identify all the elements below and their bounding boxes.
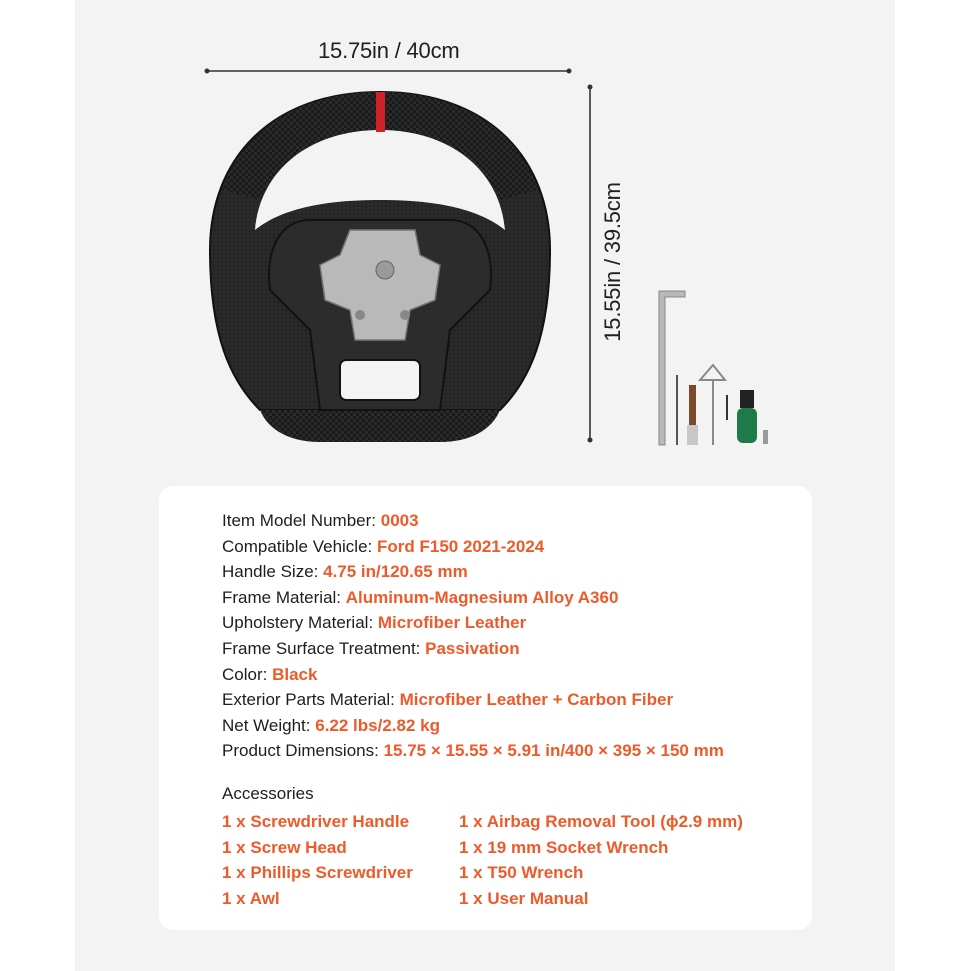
spec-frame-surface-treatment: Frame Surface Treatment: Passivation — [222, 638, 520, 658]
accessories-title: Accessories — [222, 784, 314, 803]
spec-product-dimensions: Product Dimensions: 15.75 × 15.55 × 5.91 in/400 × 395 × 150 mm — [222, 741, 724, 761]
spec-net-weight: Net Weight: 6.22 lbs/2.82 kg — [222, 715, 440, 735]
accessory-item: 1 x Awl — [222, 888, 280, 908]
accessory-item: 1 x 19 mm Socket Wrench — [459, 837, 669, 857]
accessories-right-column — [459, 809, 743, 911]
spec-list — [222, 508, 724, 764]
spec-item-model-number: Item Model Number: 0003 — [222, 511, 419, 530]
accessories-left-column — [222, 809, 413, 911]
steering-wheel-image — [200, 80, 560, 450]
spec-color: Color: Black — [222, 664, 318, 684]
spec-compatible-vehicle: Compatible Vehicle: Ford F150 2021-2024 — [222, 536, 545, 556]
specification-card — [159, 486, 812, 930]
spec-upholstery-material: Upholstery Material: Microfiber Leather — [222, 613, 527, 633]
accessory-item: 1 x Phillips Screwdriver — [222, 863, 413, 883]
accessory-item: 1 x T50 Wrench — [459, 863, 584, 883]
height-dimension-line — [580, 80, 600, 450]
accessory-item: 1 x Screw Head — [222, 837, 347, 857]
accessory-item: 1 x Screwdriver Handle — [222, 812, 410, 831]
accessory-item: 1 x Airbag Removal Tool (ϕ2.9 mm) — [459, 812, 743, 831]
spec-frame-material: Frame Material: Aluminum-Magnesium Alloy A360 — [222, 587, 619, 607]
width-dimension-label: 15.75in / 40cm — [318, 38, 460, 63]
accessory-tools-image — [645, 285, 780, 450]
height-dimension-label: 15.55in / 39.5cm — [600, 182, 625, 342]
spec-exterior-parts-material: Exterior Parts Material: Microfiber Leather + Carbon Fiber — [222, 690, 674, 710]
accessory-item: 1 x User Manual — [459, 888, 589, 908]
spec-handle-size: Handle Size: 4.75 in/120.65 mm — [222, 562, 468, 582]
